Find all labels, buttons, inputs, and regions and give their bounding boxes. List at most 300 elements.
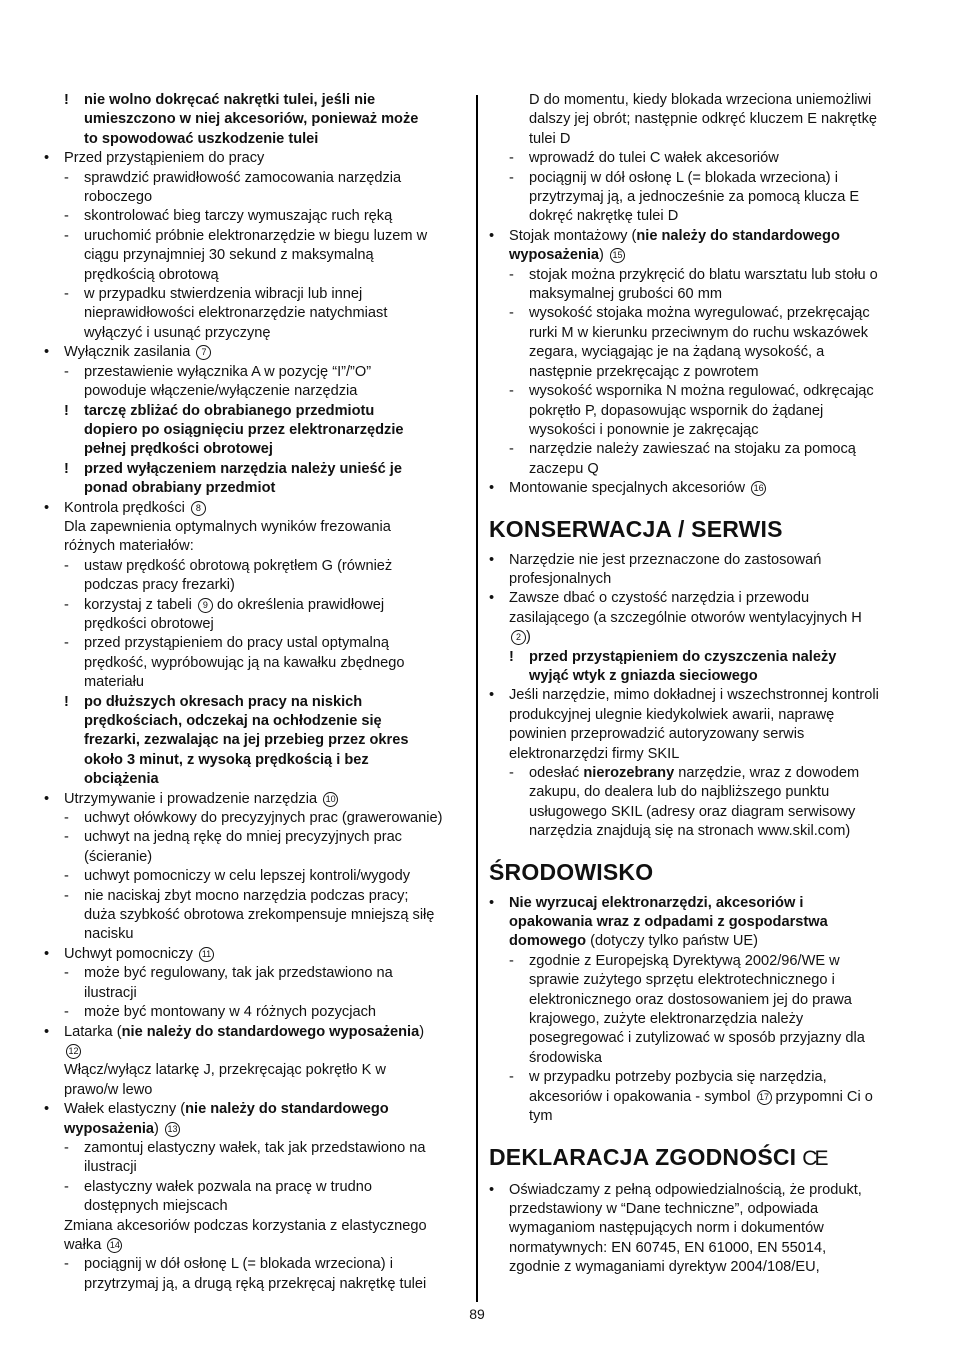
text-line [44, 304, 468, 323]
text-line [44, 363, 468, 382]
text-line [44, 964, 468, 983]
body-text: Montowanie specjalnych akcesoriów [509, 480, 750, 497]
figure-reference-icon: 8 [191, 501, 206, 516]
body-text: następnie przekręcając z powrotem [529, 363, 759, 380]
text-line [44, 673, 468, 692]
body-text: Zmiana akcesoriów podczas korzystania z elastycznego [64, 1217, 427, 1234]
body-text: zakupu, do dealera lub do najbliższego punktu [529, 784, 830, 801]
body-text: sprawie zużytego sprzętu elektrotechnicznego i [529, 972, 835, 989]
body-text: uchwyt pomocniczy w celu lepszej kontroli/wygody [84, 868, 411, 885]
text-line [44, 149, 468, 168]
text-line [489, 266, 913, 285]
bullet-marker: • [489, 551, 495, 568]
text-line [489, 1107, 913, 1126]
text-line [489, 130, 913, 149]
text-line [489, 1088, 913, 1107]
bullet-marker: • [489, 227, 495, 244]
text-line [489, 169, 913, 188]
text-line [44, 518, 468, 537]
dash-marker: - [509, 441, 514, 458]
bold-text: opakowania wraz z odpadami z gospodarstwa [509, 914, 828, 931]
text-line [489, 822, 913, 841]
text-line [489, 1219, 913, 1238]
body-text: Kontrola prędkości [64, 499, 189, 516]
body-text: Stojak montażowy ( [509, 227, 637, 244]
body-text: wyłączyć i usunąć przyczynę [84, 324, 271, 341]
body-text: posegregować i zutylizować w sposób przyjazny dla [529, 1030, 865, 1047]
text-line [44, 188, 468, 207]
body-text: Przed przystąpieniem do pracy [64, 150, 265, 167]
section-heading-text: DEKLARACJA ZGODNOŚCI [489, 1143, 797, 1170]
text-line [44, 1255, 468, 1274]
text-line [44, 207, 468, 226]
body-text: do określenia prawidłowej [212, 596, 385, 613]
bold-text: dopiero po osiągnięciu przez elektronarzędzie [84, 421, 404, 438]
body-text: elastyczny wałek pozwala na pracę w trudno [84, 1178, 372, 1195]
body-text: prędkości obrotowej [84, 615, 214, 632]
bold-text: wyposażenia [509, 247, 600, 264]
dash-marker: - [64, 887, 69, 904]
text-line [489, 686, 913, 705]
text-line [44, 1275, 468, 1294]
text-line [489, 894, 913, 913]
bold-text: umieszczono w niej akcesoriów, ponieważ może [84, 111, 419, 128]
dash-marker: - [64, 635, 69, 652]
bold-text: Nie wyrzucaj elektronarzędzi, akcesoriów i [509, 894, 804, 911]
dash-marker: - [64, 286, 69, 303]
body-text: może być montowany w 4 różnych pozycjach [84, 1004, 377, 1021]
text-line [44, 1042, 468, 1061]
bold-text: nierozebrany [583, 765, 675, 781]
body-text: wprowadź do tulei C wałek akcesoriów [529, 150, 779, 167]
text-line [489, 783, 913, 802]
body-text: duża szybkość obrotowa zrekompensuje mniejszą siłę [84, 907, 435, 924]
text-line [44, 984, 468, 1003]
warning-marker: ! [64, 693, 69, 710]
warning-marker: ! [509, 648, 514, 665]
text-line [44, 169, 468, 188]
body-text: wałka [64, 1236, 106, 1253]
dash-marker: - [64, 1004, 69, 1021]
text-line [489, 149, 913, 168]
body-text: Uchwyt pomocniczy [64, 945, 198, 962]
bold-text: obciążenia [84, 771, 159, 788]
figure-reference-icon: 9 [198, 598, 213, 613]
text-line [44, 1236, 468, 1255]
body-text: zaczepu Q [529, 460, 599, 477]
body-text: wysokość stojaka można wyregulować, przekręcając [529, 305, 870, 322]
text-line [489, 1258, 913, 1277]
text-line [489, 648, 913, 667]
body-text: akcesoriów i opakowania - symbol [529, 1088, 755, 1105]
dash-marker: - [64, 363, 69, 380]
text-line [44, 828, 468, 847]
bullet-marker: • [44, 1023, 50, 1040]
bold-text: nie należy do standardowego [185, 1101, 389, 1118]
text-line [44, 227, 468, 246]
text-line [489, 91, 913, 110]
body-text: prędkość, wypróbowując ją na kawałku zbędnego [84, 654, 405, 671]
body-text: dostępnych miejscach [84, 1198, 228, 1215]
text-line [44, 130, 468, 149]
text-line [489, 227, 913, 246]
body-text: środowiska [529, 1049, 602, 1066]
text-line [489, 913, 913, 932]
text-line [44, 1100, 468, 1119]
body-text: uruchomić próbnie elektronarzędzie w biegu luzem w [84, 227, 428, 244]
dash-marker: - [64, 810, 69, 827]
bold-text: nie należy do standardowego wyposażenia [121, 1023, 420, 1040]
body-text: (ścieranie) [84, 848, 153, 865]
bold-text: ponad obrabiany przedmiot [84, 480, 276, 497]
bold-text: frezarki, zezwalając na jej przebieg przez okres [84, 732, 409, 749]
body-text: krajowego, zużyte elektronarzędzia należy [529, 1011, 804, 1028]
bold-text: przed wyłączeniem narzędzia należy unieść je [84, 460, 402, 477]
body-text: tulei D [529, 130, 571, 147]
body-text: ) [419, 1023, 425, 1040]
body-text: uchwyt na jedną rękę do mniej precyzyjnych prac [84, 829, 402, 846]
text-line [489, 628, 913, 647]
figure-reference-icon: 11 [199, 947, 214, 962]
text-line [44, 266, 468, 285]
body-text: pociągnij w dół osłonę L (= blokada wrzeciona) i [84, 1256, 393, 1273]
body-text: zamontuj elastyczny wałek, tak jak przedstawiono na [84, 1139, 426, 1156]
body-text: w przypadku potrzeby pozbycia się narzędzia, [529, 1069, 827, 1086]
right-column [489, 91, 913, 1278]
bullet-marker: • [44, 344, 50, 361]
figure-reference-icon: 16 [751, 481, 766, 496]
bullet-marker: • [44, 150, 50, 167]
text-line [489, 667, 913, 686]
text-line [489, 246, 913, 265]
dash-marker: - [509, 1069, 514, 1086]
body-text: uchwyt ołówkowy do precyzyjnych prac (grawerowanie) [84, 810, 443, 827]
text-line [44, 790, 468, 809]
bold-text: wyjąć wtyk z gniazda sieciowego [529, 667, 758, 684]
bullet-marker: • [44, 790, 50, 807]
body-text: narzędzie należy zawieszać na stojaku za pomocą [529, 441, 856, 458]
text-line [489, 1181, 913, 1200]
body-text: elektronicznego oraz dostosowaniem jej do prawa [529, 991, 852, 1008]
body-text: ilustracji [84, 984, 137, 1001]
text-line [489, 952, 913, 971]
column-divider [476, 95, 478, 1302]
body-text: maksymalnej grubości 60 mm [529, 286, 723, 303]
text-line [44, 324, 468, 343]
text-line [489, 609, 913, 628]
bold-text: wyposażenia [64, 1120, 155, 1137]
section-heading [489, 1144, 913, 1172]
bullet-marker: • [489, 687, 495, 704]
figure-reference-icon: 13 [165, 1122, 180, 1137]
body-text: elektronarzędzi firmy SKIL [509, 745, 680, 762]
text-line [44, 499, 468, 518]
body-text: nie naciskaj zbyt mocno narzędzia podczas pracy; [84, 887, 409, 904]
text-line [44, 848, 468, 867]
text-line [489, 402, 913, 421]
body-text: ) [599, 247, 608, 264]
figure-reference-icon: 10 [323, 792, 338, 807]
body-text: Zawsze dbać o czystość narzędzia i przewodu [509, 590, 810, 607]
text-line [44, 1178, 468, 1197]
body-text: przytrzymaj ją, a jednocześnie za pomocą klucza E [529, 189, 860, 206]
text-line [489, 745, 913, 764]
text-line [44, 906, 468, 925]
dash-marker: - [64, 596, 69, 613]
text-line [44, 537, 468, 556]
text-line [489, 382, 913, 401]
body-text: Oświadczamy z pełną odpowiedzialnością, że produkt, [509, 1181, 862, 1198]
text-line [489, 343, 913, 362]
body-text: Latarka ( [64, 1023, 122, 1040]
body-text: Wałek elastyczny ( [64, 1101, 186, 1118]
text-line [44, 1197, 468, 1216]
text-line [489, 570, 913, 589]
body-text: ilustracji [84, 1159, 137, 1176]
dash-marker: - [509, 305, 514, 322]
body-text: powinien przeprowadzić autoryzowany serwis [509, 726, 805, 743]
body-text: ) [154, 1120, 163, 1137]
body-text: pokrętło P, dopasowując wspornik do żądanej [529, 402, 824, 419]
figure-reference-icon: 14 [107, 1238, 122, 1253]
text-line [489, 764, 913, 783]
text-line [489, 1049, 913, 1068]
body-text: pociągnij w dół osłonę L (= blokada wrzeciona) i [529, 169, 838, 186]
text-line [489, 932, 913, 951]
text-line [44, 1023, 468, 1042]
text-line [489, 188, 913, 207]
body-text: zgodnie z Europejską Dyrektywą 2002/96/WE w [529, 952, 840, 969]
body-text: Narzędzie nie jest przeznaczone do zastosowań [509, 551, 822, 568]
body-text: Włącz/wyłącz latarkę J, przekręcając pokrętło K w [64, 1062, 386, 1079]
bold-text: nie należy do standardowego [636, 227, 840, 244]
bullet-marker: • [44, 499, 50, 516]
body-text: D do momentu, kiedy blokada wrzeciona uniemożliwi [529, 92, 872, 108]
text-line [489, 440, 913, 459]
text-line [489, 706, 913, 725]
dash-marker: - [64, 868, 69, 885]
body-text: zegara, wyciągając je na żądaną wysokość, a [529, 344, 825, 361]
dash-marker: - [64, 1178, 69, 1195]
bold-text: prędkościach, odczekaj na ochłodzenie się [84, 713, 382, 729]
bullet-marker: • [489, 480, 495, 497]
text-line [44, 945, 468, 964]
text-line [489, 725, 913, 744]
text-line [44, 1081, 468, 1100]
text-line [44, 809, 468, 828]
text-line [489, 110, 913, 129]
dash-marker: - [64, 829, 69, 846]
bold-text: tarczę zbliżać do obrabianego przedmiotu [84, 402, 375, 419]
text-line [44, 596, 468, 615]
bold-text: pełnej prędkości obrotowej [84, 441, 273, 458]
body-text: profesjonalnych [509, 570, 612, 587]
text-line [489, 324, 913, 343]
text-line [44, 751, 468, 770]
body-text: produkcyjnej ulegnie kiedykolwiek awarii, naprawę [509, 706, 835, 723]
dash-marker: - [509, 150, 514, 167]
body-text: materiału [84, 674, 145, 691]
text-line [44, 693, 468, 712]
text-line [44, 925, 468, 944]
text-line [489, 971, 913, 990]
body-text: narzędzia znajdują się na stronach www.skil.com) [529, 823, 851, 840]
body-text: wysokość wspornika N można regulować, odkręcając [529, 383, 874, 400]
body-text: sprawdzić prawidłowość zamocowania narzędzia [84, 169, 402, 186]
figure-reference-icon: 17 [757, 1090, 772, 1105]
text-line [44, 91, 468, 110]
text-line [44, 654, 468, 673]
text-line [489, 803, 913, 822]
section-heading-text: ŚRODOWISKO [489, 858, 654, 885]
body-text: w przypadku stwierdzenia wibracji lub innej [84, 286, 363, 303]
text-line [489, 363, 913, 382]
text-line [44, 421, 468, 440]
ce-mark-icon: CE [802, 1146, 826, 1170]
text-line [44, 110, 468, 129]
section-heading-text: KONSERWACJA / SERWIS [489, 515, 783, 542]
body-text: skontrolować bieg tarczy wymuszając ruch ręką [84, 208, 393, 225]
body-text: przestawienie wyłącznika A w pozycję “I”/”O” [84, 363, 372, 380]
body-text: ) [526, 629, 531, 646]
dash-marker: - [509, 952, 514, 969]
text-line [489, 589, 913, 608]
body-text: korzystaj z tabeli [84, 596, 196, 613]
text-line [44, 1158, 468, 1177]
body-text: Utrzymywanie i prowadzenie narzędzia [64, 790, 322, 807]
text-line [489, 1239, 913, 1258]
bullet-marker: • [44, 945, 50, 962]
bold-text: po dłuższych okresach pracy na niskich [84, 693, 363, 710]
text-line [44, 731, 468, 750]
text-line [44, 770, 468, 789]
body-text: różnych materiałów: [64, 538, 194, 555]
body-text: powoduje włączenie/wyłączenie narzędzia [84, 383, 358, 400]
left-column [44, 91, 468, 1294]
section-heading [489, 859, 913, 885]
body-text: ciągu przynajmniej 30 sekund z maksymalną [84, 247, 374, 264]
text-line [489, 460, 913, 479]
text-line [489, 551, 913, 570]
body-text: zasilającego (a szczególnie otworów wentylacyjnych H [509, 609, 862, 626]
dash-marker: - [509, 765, 514, 781]
body-text: nacisku [84, 926, 134, 943]
text-line [44, 634, 468, 653]
text-line [44, 1003, 468, 1022]
figure-reference-icon: 2 [511, 630, 526, 645]
figure-reference-icon: 15 [610, 248, 625, 263]
text-line [489, 1200, 913, 1219]
body-text: (dotyczy tylko państw UE) [586, 933, 758, 950]
text-line [489, 1068, 913, 1087]
dash-marker: - [509, 383, 514, 400]
body-text: odesłać [529, 765, 584, 781]
text-line [44, 1120, 468, 1139]
bold-text: nie wolno dokręcać nakrętki tulei, jeśli nie [84, 92, 376, 108]
text-line [44, 382, 468, 401]
dash-marker: - [509, 266, 514, 283]
body-text: narzędzie, wraz z dowodem [674, 765, 860, 781]
text-line [489, 285, 913, 304]
dash-marker: - [64, 557, 69, 574]
dash-marker: - [64, 169, 69, 186]
text-line [44, 402, 468, 421]
bold-text: przed przystąpieniem do czyszczenia należy [529, 648, 837, 665]
page-number: 89 [469, 1306, 485, 1322]
body-text: ustaw prędkość obrotową pokrętłem G (również [84, 557, 393, 574]
bullet-marker: • [489, 590, 495, 607]
dash-marker: - [64, 1256, 69, 1273]
text-line [489, 304, 913, 323]
warning-marker: ! [64, 460, 69, 477]
body-text: stojak można przykręcić do blatu warsztatu lub stołu o [529, 266, 878, 283]
body-text: przedstawiony w “Dane techniczne”, odpowiada [509, 1200, 819, 1217]
warning-marker: ! [64, 402, 69, 419]
text-line [44, 867, 468, 886]
body-text: roboczego [84, 189, 153, 206]
bold-text: to spowodować uszkodzenie tulei [84, 130, 319, 147]
body-text: przypomni Ci o [771, 1088, 873, 1105]
text-line [44, 887, 468, 906]
text-line [44, 285, 468, 304]
text-line [44, 343, 468, 362]
text-line [489, 1010, 913, 1029]
text-line [44, 712, 468, 731]
body-text: tym [529, 1108, 553, 1125]
text-line [44, 615, 468, 634]
body-text: może być regulowany, tak jak przedstawiono na [84, 965, 393, 982]
body-text: wymaganiom następujących norm i dokumentów [509, 1220, 824, 1237]
dash-marker: - [64, 227, 69, 244]
dash-marker: - [64, 1139, 69, 1156]
body-text: przytrzymaj ją, a drugą ręką przekręcaj nakrętkę tulei [84, 1275, 427, 1292]
text-line [489, 479, 913, 498]
dash-marker: - [64, 965, 69, 982]
text-line [44, 246, 468, 265]
body-text: prędkością obrotową [84, 266, 219, 283]
bold-text: około 3 minut, z wysoką prędkością i bez [84, 751, 369, 768]
body-text: wysokości i ponownie je zakręcając [529, 421, 759, 438]
text-line [44, 440, 468, 459]
text-line [44, 1061, 468, 1080]
body-text: dalszy jej obrót; następnie odkręć kluczem E nakrętkę [529, 111, 877, 128]
text-line [44, 479, 468, 498]
text-line [44, 557, 468, 576]
body-text: podczas pracy frezarki) [84, 577, 235, 594]
body-text: Wyłącznik zasilania [64, 344, 195, 361]
text-line [489, 991, 913, 1010]
text-line [44, 460, 468, 479]
body-text: zgodnie z wymaganiami dyrektyw 2004/108/EU, [509, 1259, 820, 1276]
text-line [44, 576, 468, 595]
text-line [44, 1139, 468, 1158]
body-text: prawo/w lewo [64, 1081, 153, 1098]
section-heading [489, 516, 913, 542]
dash-marker: - [509, 169, 514, 186]
figure-reference-icon: 12 [66, 1044, 81, 1059]
body-text: Jeśli narzędzie, mimo dokładnej i wszechstronnej kontroli [509, 687, 879, 704]
warning-marker: ! [64, 92, 69, 108]
text-line [489, 1029, 913, 1048]
body-text: rurki M w kierunku przeciwnym do ruchu wskazówek [529, 324, 869, 341]
figure-reference-icon: 7 [196, 345, 211, 360]
bullet-marker: • [44, 1101, 50, 1118]
bullet-marker: • [489, 1181, 495, 1198]
text-line [489, 207, 913, 226]
text-line [489, 421, 913, 440]
body-text: nieprawidłowości elektronarzędzie natychmiast [84, 305, 388, 322]
dash-marker: - [64, 208, 69, 225]
